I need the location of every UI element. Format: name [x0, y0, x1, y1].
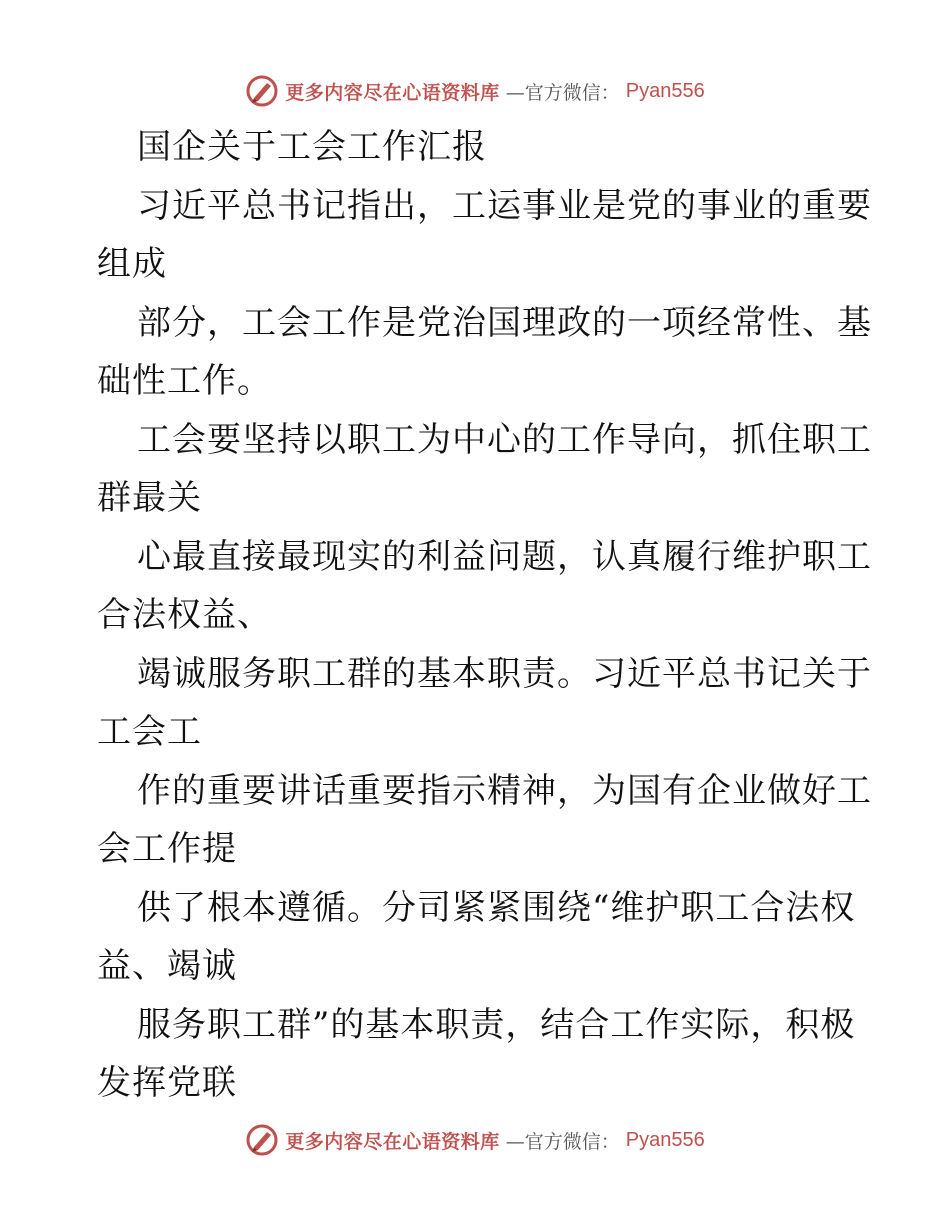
watermark-dash-text: —官方微信： — [505, 81, 620, 104]
text-line: 竭诚服务职工群的基本职责。习近平总书记关于 — [137, 653, 872, 694]
watermark-wechat-id: Pyan556 — [625, 79, 705, 102]
pen-logo-icon — [245, 74, 279, 108]
footer-watermark — [0, 1120, 950, 1160]
text-line: 作的重要讲话重要指示精神，为国有企业做好工 — [137, 770, 872, 811]
text-line: 会工作提 — [97, 829, 237, 869]
document-body — [97, 118, 872, 1113]
text-line: 部分，工会工作是党治国理政的一项经常性、基 — [137, 302, 872, 343]
text-line: 础性工作。 — [97, 361, 272, 401]
document-title: 国企关于工会工作汇报 — [137, 127, 487, 167]
watermark-dash-text: —官方微信： — [505, 1130, 620, 1153]
pen-logo-icon — [245, 1123, 279, 1157]
text-line: 工会要坚持以职工为中心的工作导向，抓住职工 — [137, 419, 872, 460]
text-line: 心最直接最现实的利益问题，认真履行维护职工 — [137, 536, 872, 577]
watermark-brand-text: 更多内容尽在心语资料库 — [285, 81, 500, 104]
text-line: 益、竭诚 — [97, 946, 237, 986]
text-line: 群最关 — [97, 478, 202, 518]
text-line: 习近平总书记指出，工运事业是党的事业的重要 — [137, 185, 872, 226]
header-watermark — [0, 71, 950, 111]
text-line: 供了根本遵循。分司紧紧围绕“维护职工合法权 — [137, 887, 856, 928]
text-line: 发挥党联 — [97, 1063, 237, 1103]
text-line: 服务职工群”的基本职责，结合工作实际，积极 — [137, 1004, 856, 1045]
text-line: 组成 — [97, 244, 167, 284]
text-line: 合法权益、 — [97, 595, 272, 635]
text-line: 工会工 — [97, 712, 202, 752]
watermark-wechat-id: Pyan556 — [625, 1128, 705, 1151]
watermark-brand-text: 更多内容尽在心语资料库 — [285, 1130, 500, 1153]
